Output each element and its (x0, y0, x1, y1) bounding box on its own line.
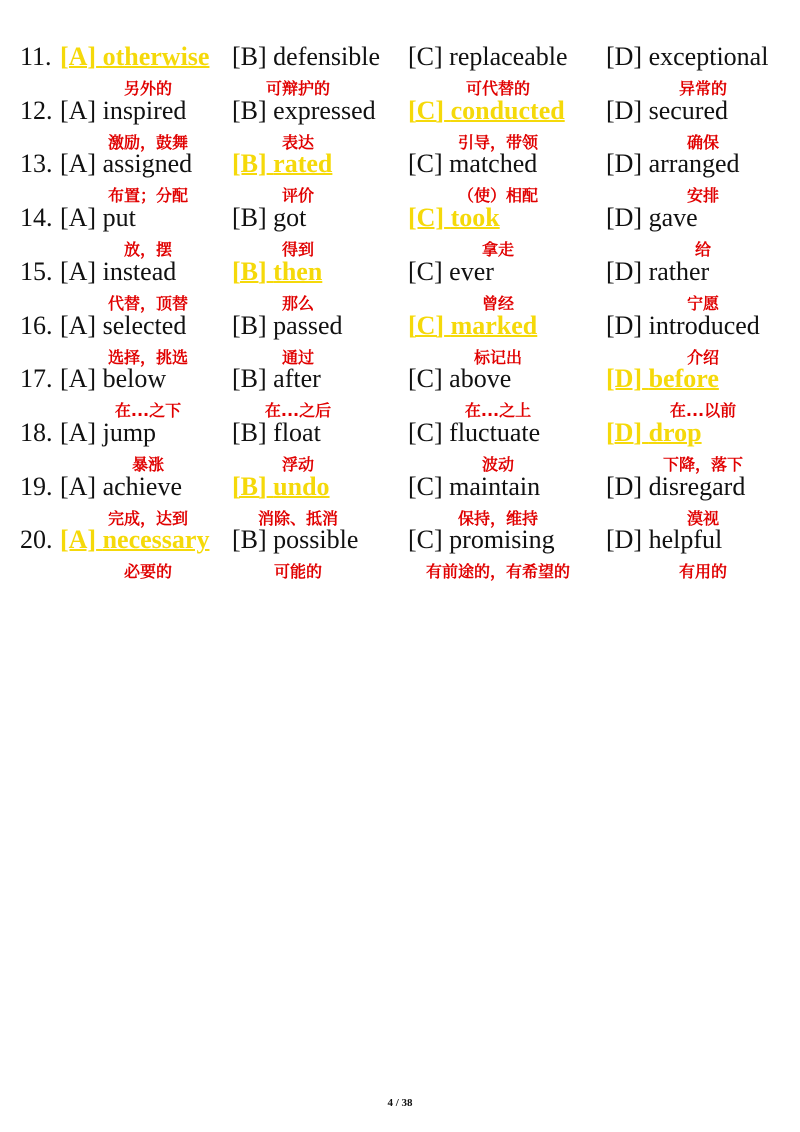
option-word: ever (449, 256, 494, 286)
option-word: rated (273, 149, 333, 179)
option-translation: 在...以前 (669, 401, 737, 421)
option-letter: [B] (232, 471, 267, 501)
option-letter: [A] (60, 95, 97, 125)
question-number: 13. (20, 149, 53, 179)
option-letter: [C] (408, 256, 443, 286)
option-translation: 介绍 (686, 347, 720, 367)
option-translation: 曾经 (481, 293, 515, 313)
question-number: 17. (20, 364, 53, 394)
option-translation: 在...之上 (464, 401, 532, 421)
option-letter: [B] (232, 203, 267, 233)
question-number: 16. (20, 310, 53, 340)
option-letter: [A] (60, 525, 97, 555)
option-word: exceptional (648, 42, 769, 71)
option-letter: [C] (408, 417, 443, 447)
option-word: possible (273, 525, 359, 555)
option-translation: 波动 (481, 454, 515, 474)
option-translation: 得到 (281, 240, 315, 260)
option-translation: 完成，达到 (107, 508, 189, 528)
option-letter: [C] (408, 364, 443, 394)
option-letter: [D] (606, 525, 643, 555)
option-word: achieve (102, 471, 182, 501)
option-translation: 暴涨 (131, 454, 165, 474)
option-letter: [B] (232, 95, 267, 125)
option-letter: [C] (408, 203, 445, 233)
option-word: otherwise (102, 42, 210, 71)
option-letter: [A] (60, 42, 97, 71)
question-number: 18. (20, 417, 53, 447)
option-word: marked (450, 310, 538, 340)
option-letter: [B] (232, 42, 267, 71)
option-word: defensible (273, 42, 381, 71)
option-translation: 给 (694, 240, 712, 260)
option-word: drop (648, 417, 702, 447)
option-word: assigned (102, 149, 193, 179)
option-letter: [B] (232, 149, 267, 179)
question-number: 12. (20, 95, 53, 125)
option-letter: [D] (606, 149, 643, 179)
option-letter: [D] (606, 42, 643, 71)
option-translation: 引导，带领 (457, 132, 539, 152)
option-word: conducted (450, 95, 565, 125)
option-word: expressed (273, 95, 376, 125)
option-letter: [C] (408, 310, 445, 340)
option-word: undo (273, 471, 330, 501)
option-translation: 那么 (281, 293, 315, 313)
option-letter: [D] (606, 310, 643, 340)
option-translation: 异常的 (678, 79, 728, 98)
option-word: replaceable (449, 42, 568, 71)
option-text (232, 525, 358, 555)
question-number: 11. (20, 42, 52, 71)
option-letter: [B] (232, 417, 267, 447)
option-word: gave (648, 203, 698, 233)
option-word: matched (449, 149, 538, 179)
question-row (0, 430, 800, 528)
question-number: 14. (20, 203, 53, 233)
option-translation: 可能的 (273, 562, 323, 582)
option-translation: 可代替的 (465, 79, 531, 98)
option-translation: 拿走 (481, 240, 515, 260)
option-letter: [D] (606, 95, 643, 125)
option-translation: （使）相配 (457, 186, 539, 206)
option-word: then (273, 256, 323, 286)
option-letter: [B] (232, 256, 267, 286)
question-row (0, 215, 800, 313)
page-number: 4 / 38 (387, 1097, 413, 1109)
question-row (0, 161, 800, 260)
option-letter: [D] (606, 256, 643, 286)
option-translation: 布置；分配 (107, 186, 189, 206)
question-row (0, 107, 800, 206)
option-letter: [D] (606, 471, 643, 501)
option-translation: 浮动 (281, 454, 315, 474)
option-word: selected (102, 310, 187, 340)
option-word: got (273, 203, 307, 233)
option-word: below (102, 364, 167, 394)
question-number: 20. (20, 525, 53, 555)
option-letter: [C] (408, 42, 443, 71)
option-letter: [A] (60, 310, 97, 340)
option-translation: 消除、抵消 (257, 508, 339, 528)
question-number: 19. (20, 471, 53, 501)
option-translation: 评价 (281, 186, 315, 206)
question-row (0, 483, 800, 582)
option-translation: 必要的 (123, 562, 173, 582)
option-word: secured (648, 95, 728, 125)
option-text (408, 525, 555, 555)
option-translation: 宁愿 (686, 293, 720, 313)
option-letter: [A] (60, 203, 97, 233)
option-letter: [D] (606, 417, 643, 447)
option-word: float (273, 417, 321, 447)
option-translation: 安排 (686, 186, 720, 206)
option-translation: 另外的 (123, 79, 173, 98)
option-word: helpful (648, 525, 723, 555)
option-letter: [B] (232, 525, 267, 555)
option-translation: 表达 (281, 132, 315, 152)
question-row (0, 0, 800, 98)
option-word: necessary (102, 525, 210, 555)
option-letter: [A] (60, 364, 97, 394)
option-letter: [C] (408, 525, 443, 555)
option-translation: 在...之后 (264, 401, 332, 421)
option-word: instead (102, 256, 177, 286)
option-translation: 有用的 (678, 562, 728, 582)
option-letter: [A] (60, 256, 97, 286)
option-word: promising (449, 525, 555, 555)
option-word: introduced (648, 310, 760, 340)
option-word: took (450, 203, 500, 233)
option-letter: [C] (408, 149, 443, 179)
option-word: jump (102, 417, 157, 447)
option-translation: 确保 (686, 132, 720, 152)
question-row (0, 322, 800, 421)
option-letter: [C] (408, 95, 445, 125)
option-translation: 放，摆 (123, 240, 173, 260)
option-letter: [A] (60, 471, 97, 501)
option-word: after (273, 364, 321, 394)
option-letter: [D] (606, 364, 643, 394)
option-word: passed (273, 310, 343, 340)
option-translation: 标记出 (473, 347, 523, 367)
option-translation: 保持，维持 (457, 508, 539, 528)
correct-answer-text (60, 525, 209, 555)
option-word: above (449, 364, 512, 394)
option-word: put (102, 203, 136, 233)
option-word: inspired (102, 95, 187, 125)
question-row (0, 269, 800, 367)
option-word: disregard (648, 471, 746, 501)
option-translation: 代替，顶替 (107, 293, 189, 313)
option-translation: 可辩护的 (265, 79, 331, 98)
option-translation: 漠视 (686, 508, 720, 528)
option-letter: [C] (408, 471, 443, 501)
question-row (0, 54, 800, 152)
question-number: 15. (20, 256, 53, 286)
option-word: fluctuate (449, 417, 541, 447)
option-translation: 有前途的，有希望的 (425, 562, 571, 582)
question-row (0, 376, 800, 474)
option-word: arranged (648, 149, 740, 179)
option-word: rather (648, 256, 710, 286)
option-letter: [A] (60, 149, 97, 179)
option-letter: [B] (232, 310, 267, 340)
option-translation: 下降，落下 (662, 454, 744, 474)
option-letter: [B] (232, 364, 267, 394)
option-text (606, 525, 722, 555)
option-translation: 激励，鼓舞 (107, 132, 189, 152)
option-translation: 通过 (281, 347, 315, 367)
option-word: maintain (449, 471, 541, 501)
option-letter: [D] (606, 203, 643, 233)
option-word: before (648, 364, 719, 394)
option-letter: [A] (60, 417, 97, 447)
option-translation: 选择，挑选 (107, 347, 189, 367)
option-translation: 在...之下 (114, 401, 182, 421)
